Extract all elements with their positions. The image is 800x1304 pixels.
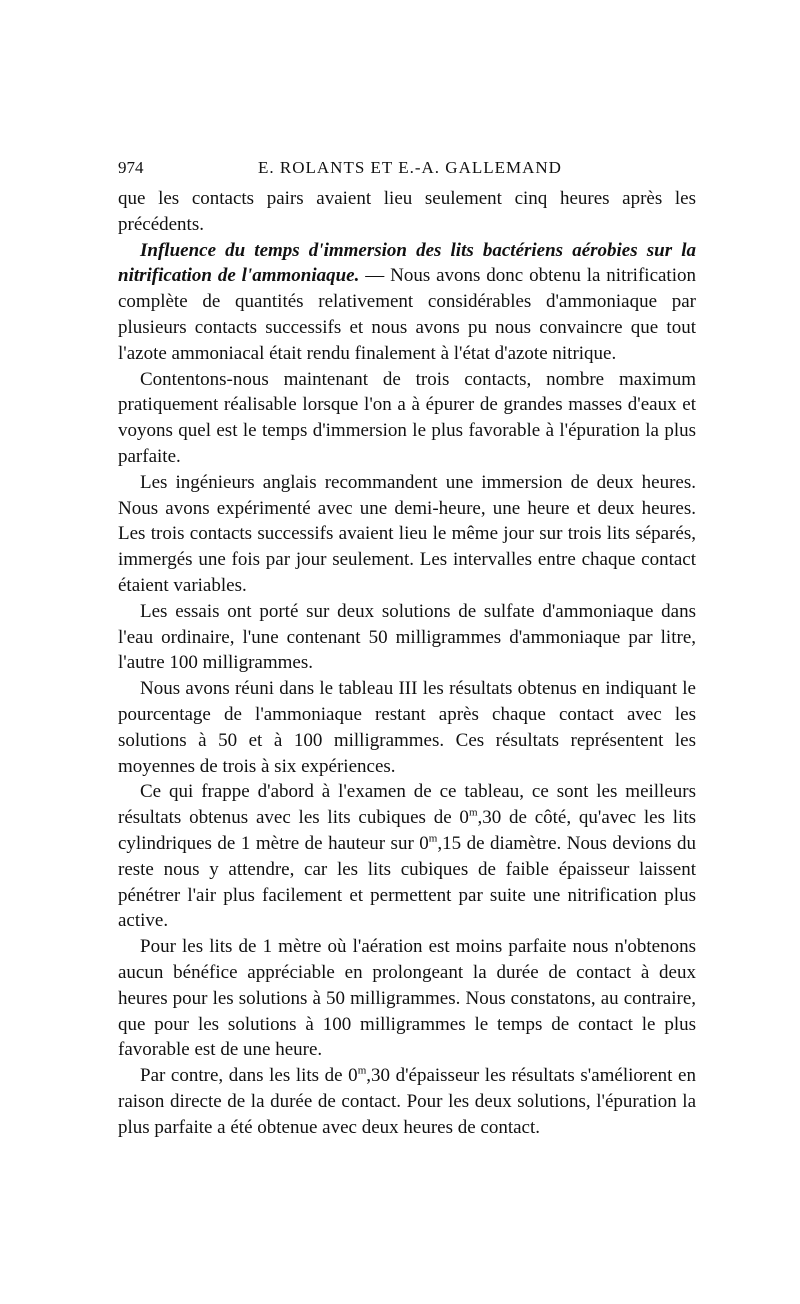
page-number: 974 bbox=[118, 158, 144, 177]
paragraph-engineers: Les ingénieurs anglais recommandent une immersion de deux heures. Nous avons expérimenté avec une demi-heure, une heure et deux heures. Les trois contacts successifs avaient lieu le même jour sur trois lits séparés, immergés une fois par jour seulement. Les intervalles entre chaque contact étaient variables. bbox=[118, 471, 696, 596]
running-head: E. ROLANTS ET E.-A. GALLEMAND bbox=[258, 158, 562, 177]
paragraph-tableau: Nous avons réuni dans le tableau III les résultats obtenus en indiquant le pourcentage de l'ammoniaque restant après chaque contact avec les solutions à 50 et à 100 milligrammes. Ces résultats représentent les moyennes de trois à six expériences. bbox=[118, 678, 696, 777]
paragraph-contacts: Contentons-nous maintenant de trois contacts, nombre maximum pratiquement réalisable lorsque l'on a à épurer de grandes masses d'eaux et voyons quel est le temps d'immersion le plus favorable à l'épuration la plus parfaite. bbox=[118, 368, 696, 467]
paragraph-essais: Les essais ont porté sur deux solutions de sulfate d'ammoniaque dans l'eau ordinaire, l'une contenant 50 milligrammes d'ammoniaque par litre, l'autre 100 milligrammes. bbox=[118, 600, 696, 674]
body-text bbox=[118, 186, 696, 1140]
paragraph-text: Par contre, dans les lits de 0 bbox=[140, 1065, 358, 1087]
paragraph-continuation: que les contacts pairs avaient lieu seulement cinq heures après les précédents. bbox=[118, 188, 696, 235]
paragraph-text: ,15 de diamètre. Nous devions du reste nous y attendre, car les lits cubiques de faible épaisseur laissent pénétrer l'air plus facilement et permettent par suite une nitrification plus active. bbox=[118, 832, 696, 932]
paragraph-results bbox=[118, 779, 696, 934]
paragraph-influence bbox=[118, 238, 696, 367]
paragraph-par-contre bbox=[118, 1063, 696, 1140]
section-heading: Influence du temps d'immersion des lits bactériens aérobies sur la nitrification de l'ammoniaque. bbox=[118, 239, 696, 287]
page-header bbox=[118, 158, 698, 182]
paragraph-text: Ce qui frappe d'abord à l'examen de ce tableau, ce sont les meilleurs résultats obtenus avec les lits cubiques de 0 bbox=[118, 781, 696, 829]
paragraph-text: — Nous avons donc obtenu la nitrification complète de quantités relativement considérables d'ammoniaque par plusieurs contacts successifs et nous avons pu nous convaincre que tout l'azote ammoniacal était rendu finalement à l'état d'azote nitrique. bbox=[118, 265, 696, 364]
paragraph-text: ,30 de côté, qu'avec les lits cylindriques de 1 mètre de hauteur sur 0 bbox=[118, 807, 696, 854]
superscript: m bbox=[357, 1064, 367, 1077]
paragraph-lits-1m: Pour les lits de 1 mètre où l'aération est moins parfaite nous n'obtenons aucun bénéfice appréciable en prolongeant la durée de contact à deux heures pour les solutions à 50 milligrammes. Nous constatons, au contraire, que pour les solutions à 100 milligrammes le temps de contact le plus favorable est de une heure. bbox=[118, 936, 696, 1061]
paragraph-text: ,30 d'épaisseur les résultats s'améliorent en raison directe de la durée de contact. Pour les deux solutions, l'épuration la plus parfaite a été obtenue avec deux heures de contact. bbox=[118, 1065, 696, 1138]
superscript: m bbox=[428, 832, 438, 845]
superscript: m bbox=[468, 806, 478, 819]
